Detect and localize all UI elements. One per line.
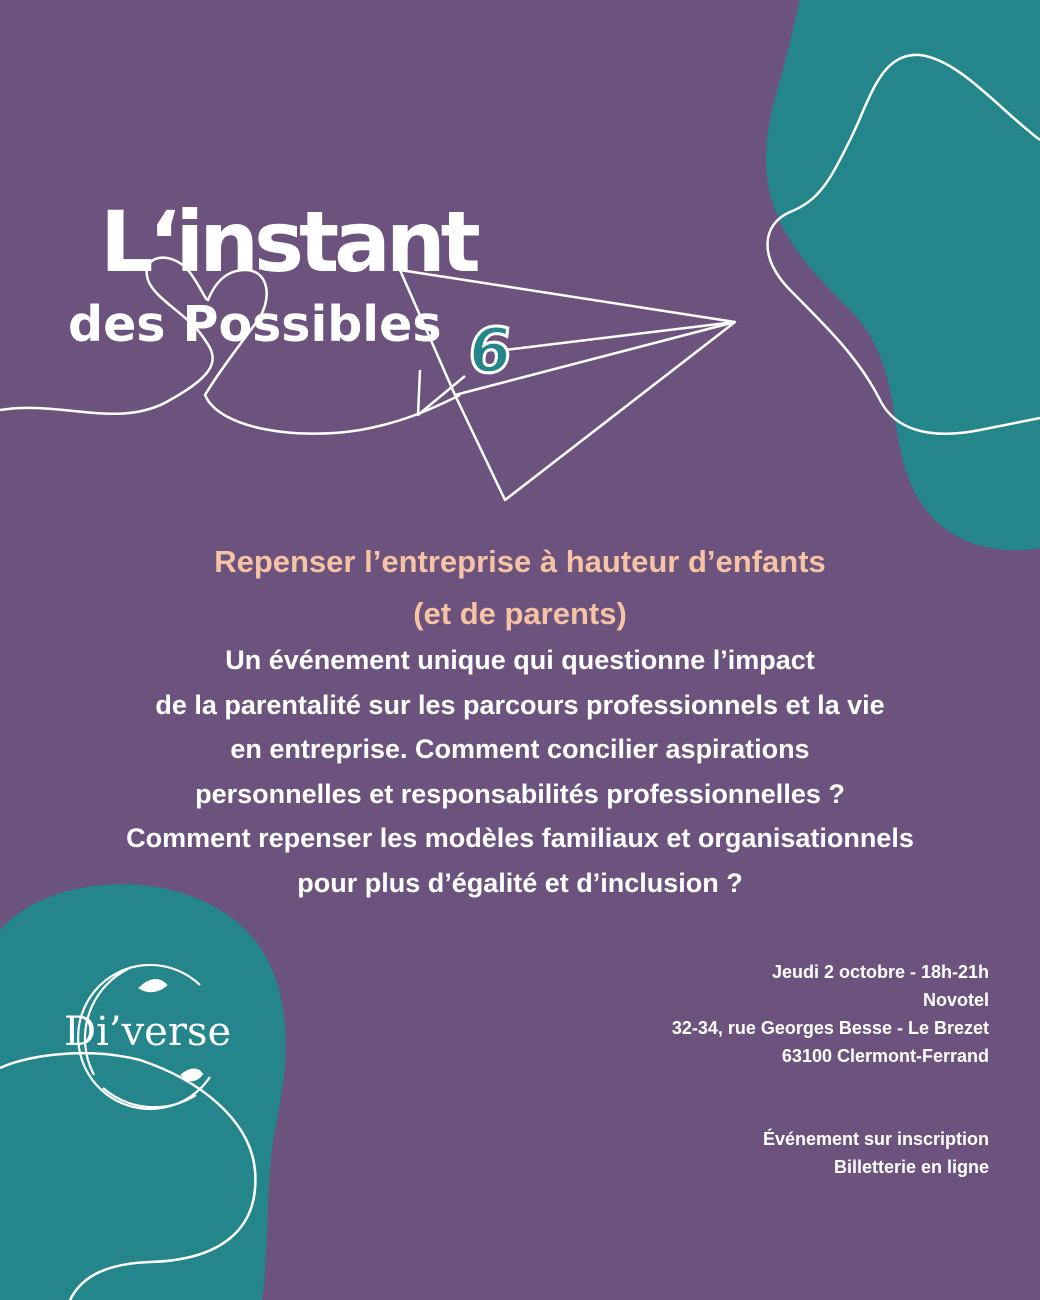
description-line: Un événement unique qui questionne l’impact [225, 645, 815, 675]
event-description [0, 638, 1040, 906]
subtitle-line: Repenser l’entreprise à hauteur d’enfants [214, 544, 826, 579]
description-line: pour plus d’égalité et d’inclusion ? [297, 867, 743, 898]
description-line: Comment repenser les modèles familiaux et organisationnels [126, 823, 914, 854]
registration-info [763, 1125, 989, 1181]
teal-blob-top-right [766, 0, 1040, 550]
diverse-logo: Di’verse [64, 1009, 232, 1055]
event-date: Jeudi 2 octobre - 18h-21h [771, 962, 989, 982]
subtitle-line: (et de parents) [413, 596, 627, 631]
event-details [672, 958, 989, 1070]
description-line: de la parentalité sur les parcours professionnels et la vie [155, 689, 885, 720]
edition-number-badge: 6 [464, 314, 516, 387]
event-venue: Novotel [922, 990, 989, 1010]
teal-blob-bottom-left [0, 884, 286, 1300]
event-city: 63100 Clermont-Ferrand [781, 1046, 989, 1066]
event-title-line2: des Possibles [68, 296, 442, 353]
event-address: 32-34, rue Georges Besse - Le Brezet [671, 1018, 989, 1038]
event-title-line1: L‘instant [100, 193, 476, 291]
description-line: en entreprise. Comment concilier aspirations [230, 734, 810, 765]
registration-line2: Billetterie en ligne [833, 1157, 989, 1177]
event-subtitle [0, 536, 1040, 640]
description-line: personnelles et responsabilités professionnelles ? [195, 778, 845, 809]
registration-line1: Événement sur inscription [762, 1129, 989, 1149]
